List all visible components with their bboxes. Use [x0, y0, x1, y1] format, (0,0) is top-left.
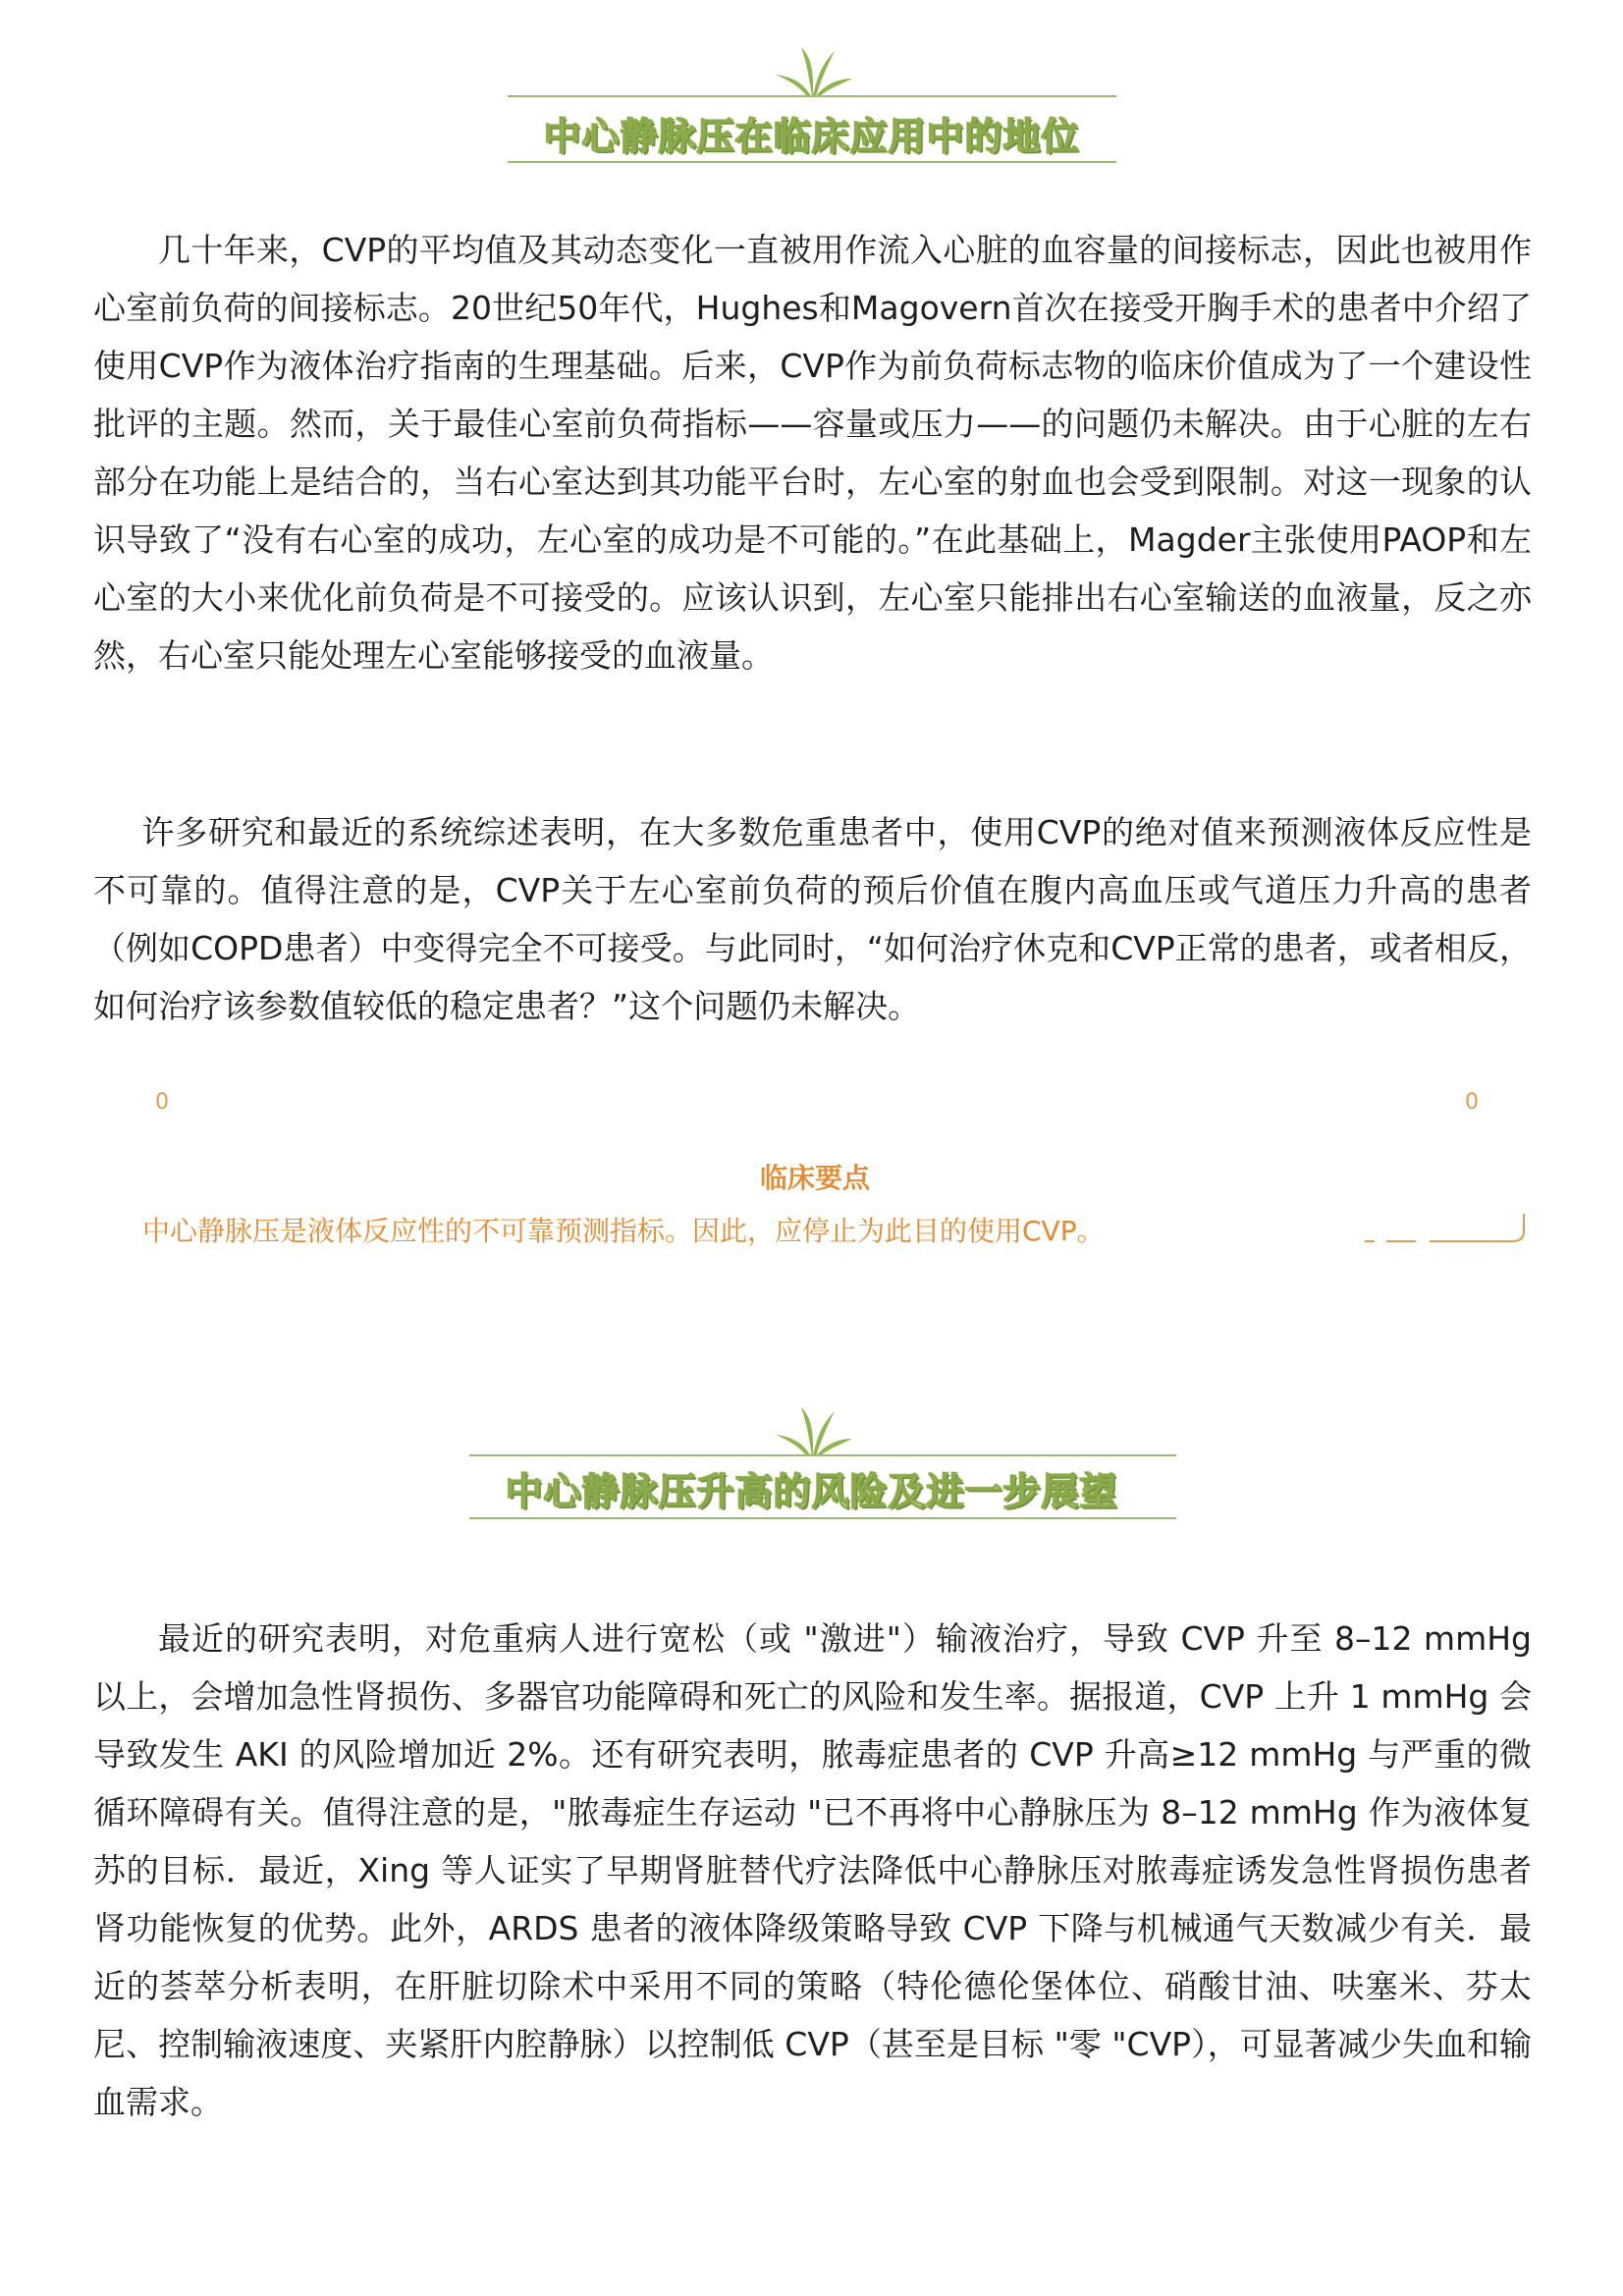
body-paragraph: 几十年来，CVP的平均值及其动态变化一直被用作流入心脏的血容量的间接标志，因此也被用作心室前负荷的间接标志。20世纪50年代，Hughes和Magovern首次在接受开胸手术的患者中介绍了使用CVP作为液体治疗指南的生理基础。后来，CVP作为前负荷标志物的临床价值成为了一个建设性批评的主题。然而，关于最佳心室前负荷指标——容量或压力——的问题仍未解决。由于心脏的左右部分在功能上是结合的，当右心室达到其功能平台时，左心室的射血也会受到限制。对这一现象的认识导致了“没有右心室的成功，左心室的成功是不可能的。”在此基础上，Magder主张使用PAOP和左心室的大小来优化前负荷是不可接受的。应该认识到，左心室只能排出右心室输送的血液量，反之亦然，右心室只能处理左心室能够接受的血液量。: [93, 231, 1532, 675]
heading-rule-top: [469, 1454, 1176, 1456]
body-paragraph: 最近的研究表明，对危重病人进行宽松（或 "激进"）输液治疗，导致 CVP 升至 8–12 mmHg 以上，会增加急性肾损伤、多器官功能障碍和死亡的风险和发生率。据报道，CVP 上升 1 mmHg 会导致发生 AKI 的风险增加近 2%。还有研究表明，脓毒症患者的 CVP 升高≥12 mmHg 与严重的微循环障碍有关。值得注意的是，"脓毒症生存运动 "已不再将中心静脉压为 8–12 mmHg 作为液体复苏的目标．最近，Xing 等人证实了早期肾脏替代疗法降低中心静脉压对脓毒症诱发急性肾损伤患者肾功能恢复的优势。此外，ARDS 患者的液体降级策略导致 CVP 下降与机械通气天数减少有关．最近的荟萃分析表明，在肝脏切除术中采用不同的策略（特伦德伦堡体位、硝酸甘油、呋塞米、芬太尼、控制输液速度、夹紧肝内腔静脉）以控制低 CVP（甚至是目标 "零 "CVP），可显著减少失血和输血需求。: [93, 1619, 1532, 2121]
section-title: 中心静脉压升高的风险及进一步展望: [505, 1470, 1118, 1513]
section-heading: [0, 39, 1623, 157]
callout-title: 临床要点: [759, 1162, 870, 1194]
heading-rule-bottom: [469, 1517, 1176, 1519]
body-paragraph: 许多研究和最近的系统综述表明，在大多数危重患者中，使用CVP的绝对值来预测液体反应性是不可靠的。值得注意的是，CVP关于左心室前负荷的预后价值在腹内高血压或气道压力升高的患者（例如COPD患者）中变得完全不可接受。与此同时，“如何治疗休克和CVP正常的患者，或者相反，如何治疗该参数值较低的稳定患者？”这个问题仍未解决。: [93, 813, 1532, 1025]
callout-marker-right: 0: [1465, 1090, 1479, 1115]
callout-marker-left: 0: [155, 1090, 169, 1115]
sprout-icon: [768, 39, 856, 98]
section-heading: [0, 1399, 1623, 1517]
clinical-callout: [98, 1090, 1532, 1247]
sprout-icon: [768, 1399, 856, 1458]
heading-rule-bottom: [508, 161, 1116, 163]
callout-text: 中心静脉压是液体反应性的不可靠预测指标。因此，应停止为此目的使用CVP。: [142, 1215, 1105, 1247]
callout-corner-icon: [1355, 1206, 1532, 1245]
section-title: 中心静脉压在临床应用中的地位: [543, 115, 1080, 158]
heading-rule-top: [508, 95, 1116, 97]
